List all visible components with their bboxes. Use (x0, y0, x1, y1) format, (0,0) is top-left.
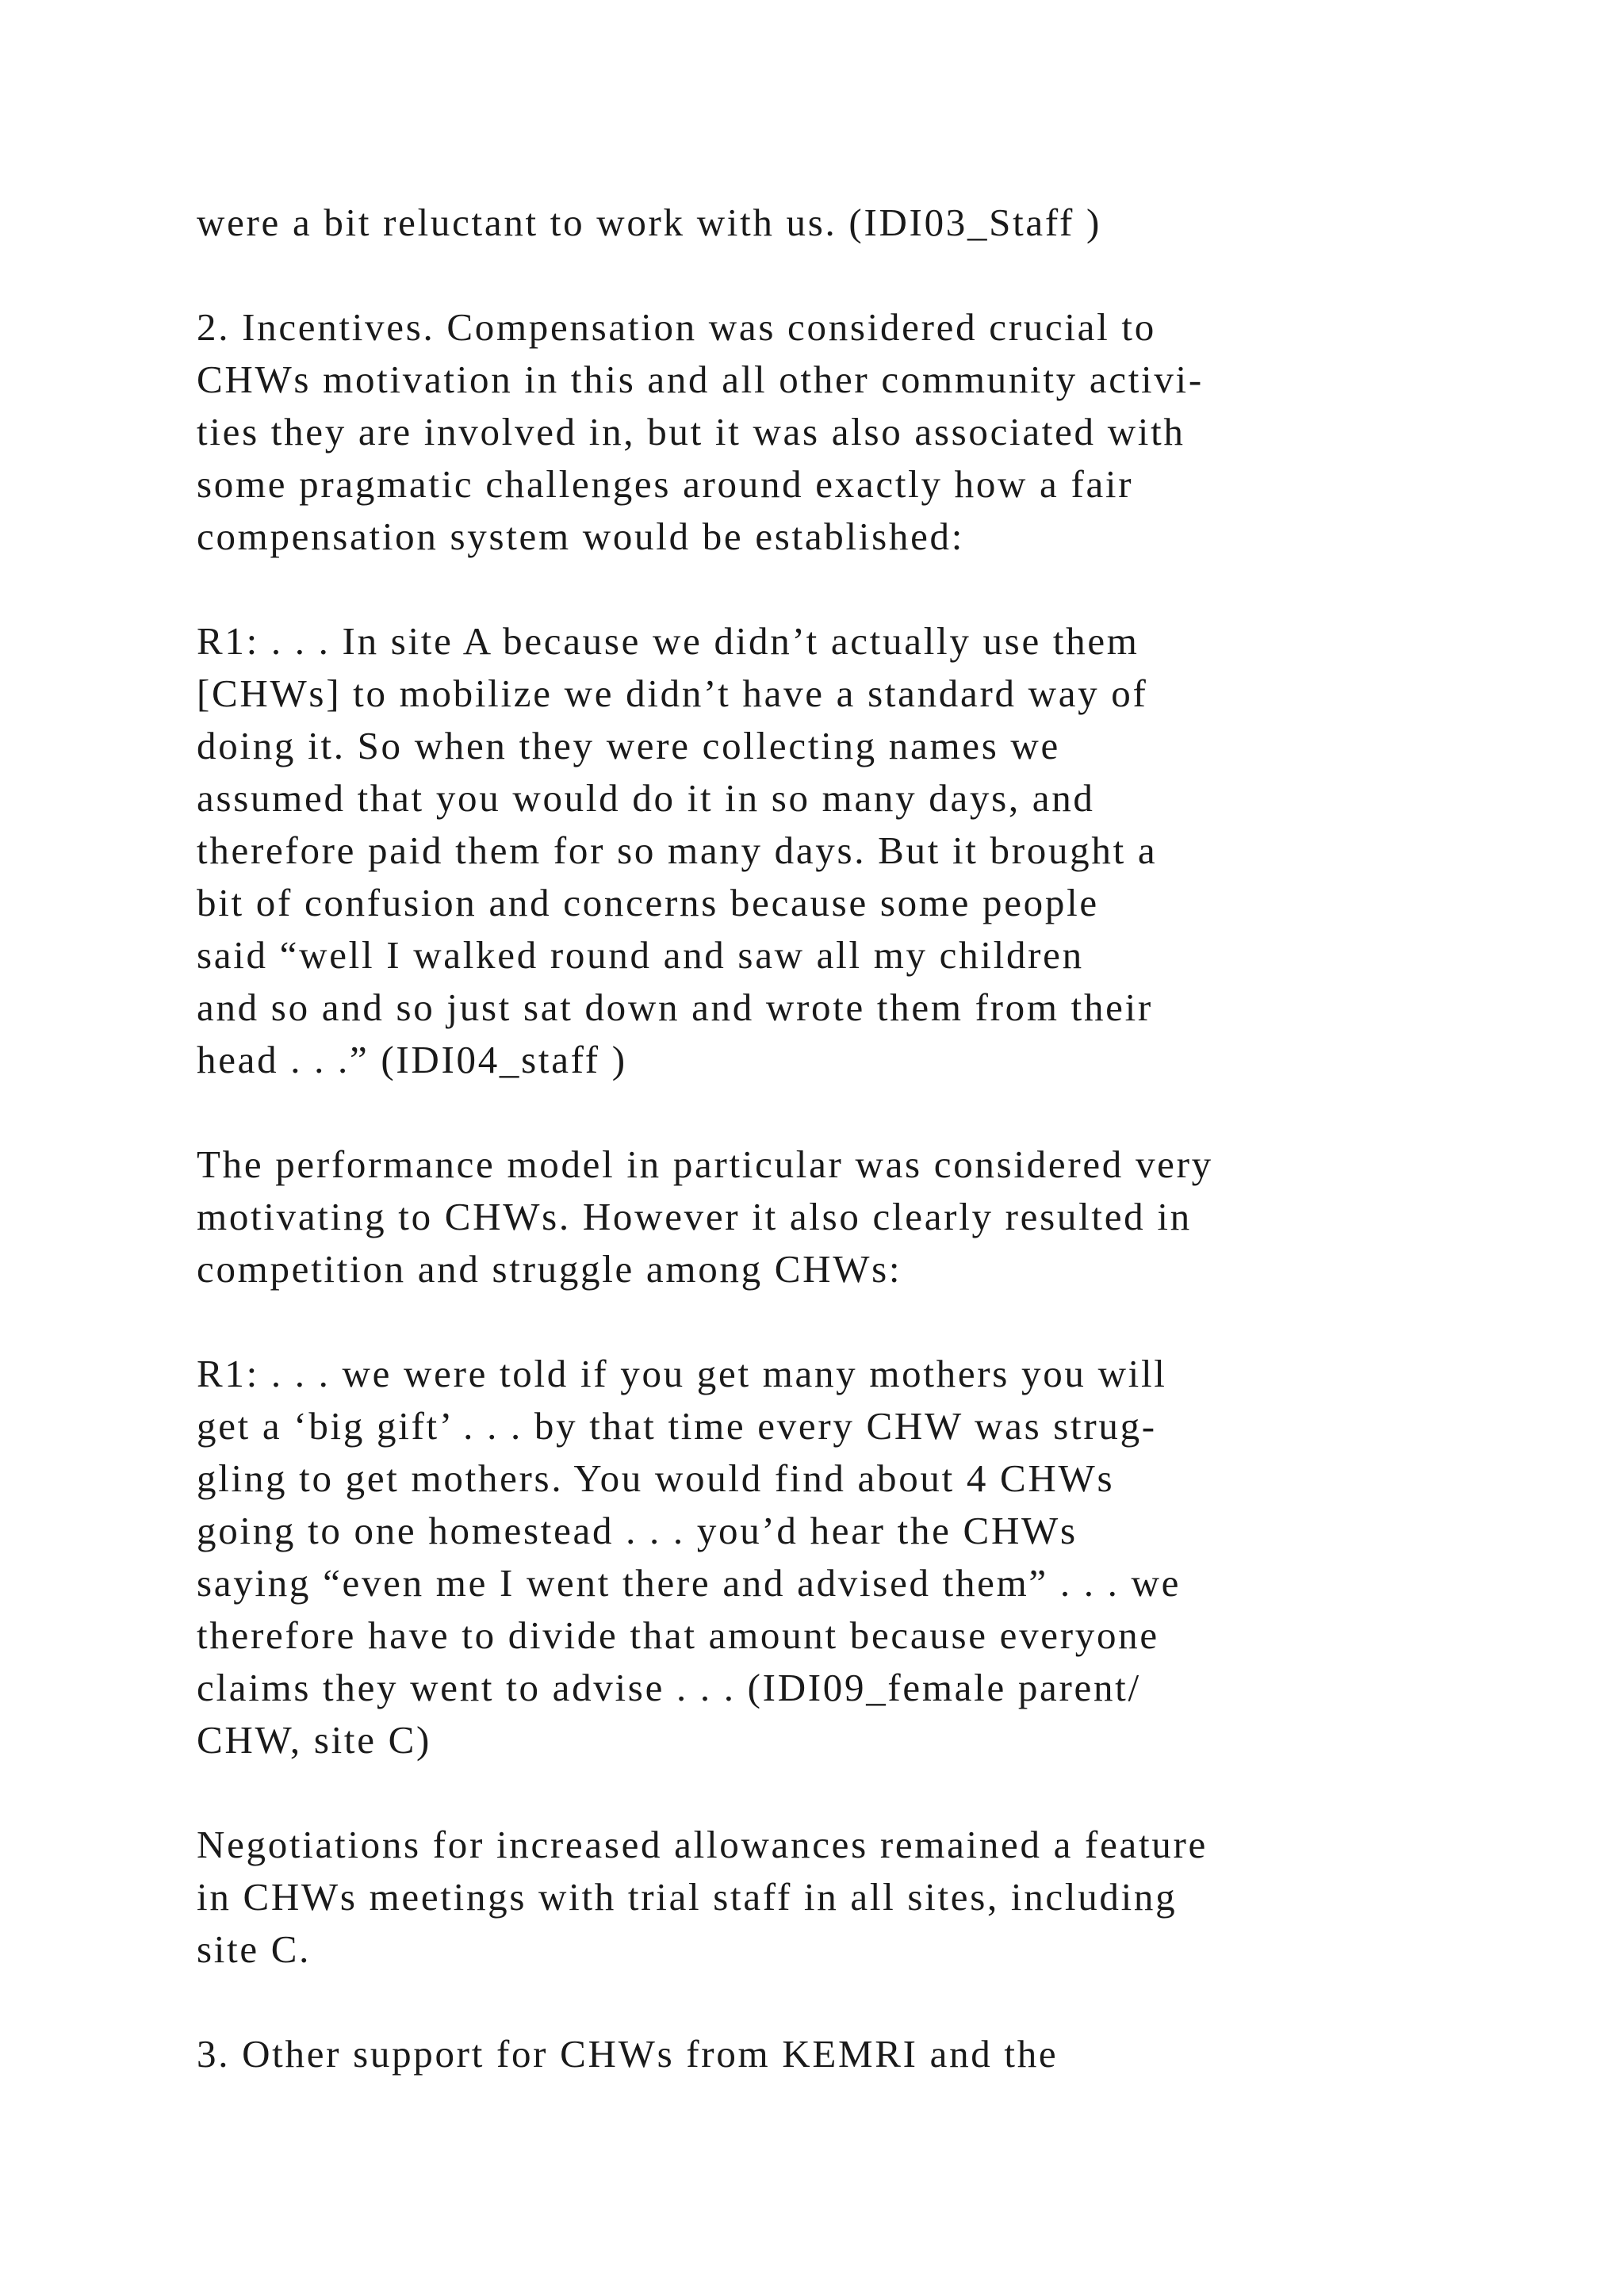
text-line: get a ‘big gift’ . . . by that time every CHW was strug- (197, 1404, 1157, 1448)
text-line: The performance model in particular was considered very (197, 1142, 1213, 1186)
text-line: 3. Other support for CHWs from KEMRI and the (197, 2032, 1059, 2076)
text-line: ties they are involved in, but it was also associated with (197, 410, 1185, 453)
text-line: doing it. So when they were collecting names we (197, 724, 1060, 767)
text-line: CHWs motivation in this and all other community activi- (197, 358, 1204, 401)
text-line: therefore have to divide that amount because everyone (197, 1613, 1159, 1657)
text-line: competition and struggle among CHWs: (197, 1247, 902, 1291)
document-page (197, 197, 1561, 2080)
text-line: motivating to CHWs. However it also clearly resulted in (197, 1195, 1192, 1238)
text-line: [CHWs] to mobilize we didn’t have a standard way of (197, 672, 1148, 715)
text-line: CHW, site C) (197, 1718, 432, 1762)
text-line: in CHWs meetings with trial staff in all sites, including (197, 1875, 1178, 1919)
text-line: R1: . . . we were told if you get many mothers you will (197, 1352, 1167, 1395)
text-line: and so and so just sat down and wrote them from their (197, 985, 1153, 1029)
paragraph (197, 615, 1561, 1086)
text-line: site C. (197, 1927, 312, 1971)
paragraph (197, 197, 1561, 249)
text-line: 2. Incentives. Compensation was considered crucial to (197, 305, 1156, 349)
text-line: said “well I walked round and saw all my children (197, 933, 1084, 977)
paragraph (197, 1819, 1561, 1976)
text-line: R1: . . . In site A because we didn’t actually use them (197, 619, 1139, 663)
text-line: were a bit reluctant to work with us. (IDI03_Staff ) (197, 201, 1101, 244)
text-line: claims they went to advise . . . (IDI09_female parent/ (197, 1666, 1141, 1709)
text-line: going to one homestead . . . you’d hear the CHWs (197, 1509, 1078, 1552)
text-line: gling to get mothers. You would find about 4 CHWs (197, 1456, 1115, 1500)
paragraph (197, 1138, 1561, 1295)
text-line: assumed that you would do it in so many days, and (197, 776, 1095, 820)
text-line: compensation system would be established: (197, 515, 965, 558)
text-line: saying “even me I went there and advised them” . . . we (197, 1561, 1182, 1605)
text-line: head . . .” (IDI04_staff ) (197, 1038, 627, 1081)
text-line: Negotiations for increased allowances remained a feature (197, 1823, 1208, 1866)
paragraph (197, 301, 1561, 563)
paragraph (197, 1348, 1561, 1766)
text-line: therefore paid them for so many days. But it brought a (197, 828, 1158, 872)
text-line: some pragmatic challenges around exactly how a fair (197, 462, 1134, 506)
text-line: bit of confusion and concerns because some people (197, 881, 1099, 924)
paragraph (197, 2028, 1561, 2080)
